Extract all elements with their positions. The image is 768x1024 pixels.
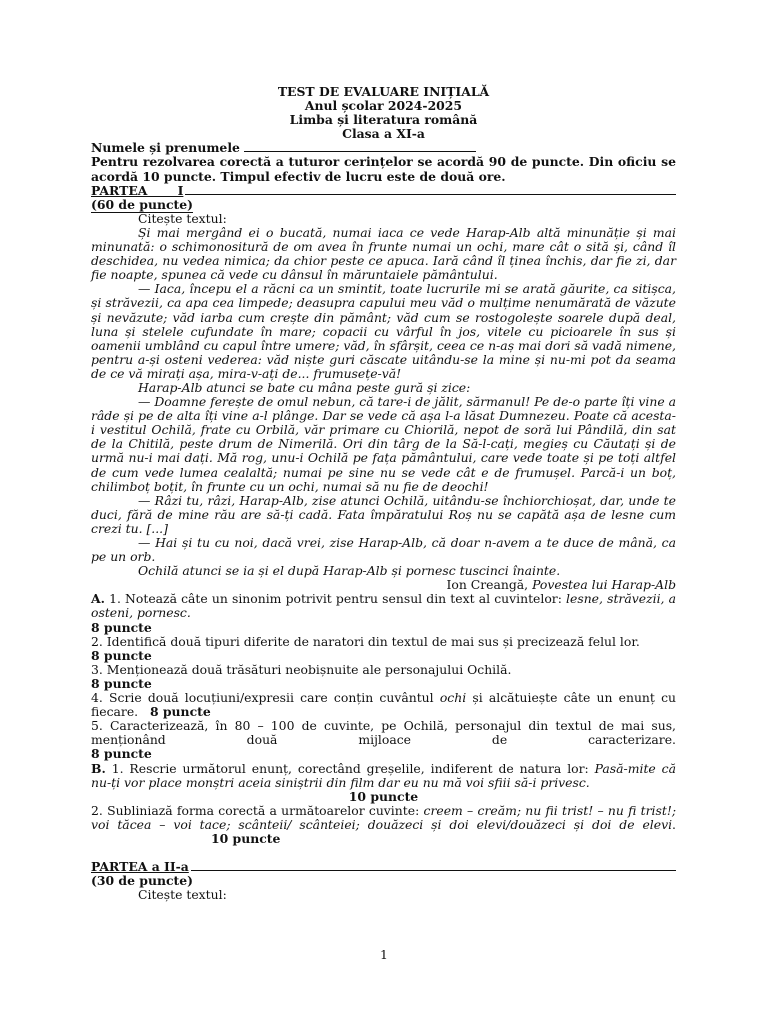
part1-title-row bbox=[91, 184, 676, 198]
a-q5-points: 8 puncte bbox=[91, 746, 152, 762]
class-level: Clasa a XI-a bbox=[342, 126, 425, 142]
part2-points: (30 de puncte) bbox=[91, 873, 193, 889]
name-label: Numele și prenumele bbox=[91, 140, 240, 156]
section-b-letter: B. bbox=[91, 760, 106, 776]
part1-read-label: Citește textul: bbox=[138, 210, 227, 226]
part2-title: PARTEA a II-a bbox=[91, 859, 189, 875]
a-q2: 2. Identifică două tipuri diferite de naratori din textul de mai sus și precizează felul lor. bbox=[91, 633, 640, 649]
a-q5-line2: menționând două mijloace de caracterizare. bbox=[91, 732, 676, 748]
name-row bbox=[91, 141, 676, 155]
a-q3-points: 8 puncte bbox=[91, 675, 152, 691]
b-q1: B. 1. Rescrie următorul enunț, corectând greșelile, indiferent de natura lor: Pasă-mite că nu-ți vor place monștri aceia siniștrii din film dar eu nu mă voi sfiii să-i privesc. bbox=[91, 760, 676, 790]
b-q2-points: 10 puncte bbox=[211, 830, 281, 846]
text-paragraph: — Iaca, începu el a răcni ca un smintit, toate lucrurile mi se arată găurite, ca sitișca, și străvezii, ca apa cea limpede; deasupra capului meu văd o mulțime nenumărată de văzute și nevăzute; văd iarba cum crește din pământ; văd cum se rostogolește soarele după deal, luna și stelele cufundate în mare; copacii cu vârful în jos, vitele cu picioarele în sus și oamenii umblând cu capul între umere; văd, în sfârșit, ceea ce n-aș mai dori să vadă nimene, pentru a-și osteni vederea: văd niște guri căscate uitându-se la mine și nu-mi pot da seama de ce vă mirați așa, mira-v-ați de... frumusețe-vă! bbox=[91, 281, 676, 381]
b-q1-points: 10 puncte bbox=[348, 788, 419, 804]
text-source bbox=[91, 578, 676, 592]
text-paragraph: Harap-Alb atunci se bate cu mâna peste gură și zice: bbox=[138, 379, 471, 395]
part2-rule bbox=[191, 860, 676, 871]
header bbox=[91, 85, 676, 141]
instructions: Pentru rezolvarea corectă a tuturor cerințelor se acordă 90 de puncte. Din oficiu se acordă 10 puncte. Timpul efectiv de lucru este de două ore. bbox=[91, 154, 676, 184]
source-author: Ion Creangă, bbox=[446, 577, 533, 593]
b-q2: 2. Subliniază forma corectă a următoarelor cuvinte: creem – creăm; nu fii trist! – nu fi trist!; voi tăcea – voi tace; scânteii/ scânteiei; douăzeci și doi elevi/douăzeci și doi de elevi.10 puncte bbox=[91, 802, 677, 846]
a-q1-points: 8 puncte bbox=[91, 619, 152, 635]
a-q5-line1: 5. Caracterizează, în 80 – 100 de cuvinte, pe Ochilă, personajul din textul de mai sus, bbox=[91, 718, 676, 734]
a-q4-points: 8 puncte bbox=[149, 704, 211, 720]
page-number: 1 bbox=[380, 947, 388, 962]
a-q2-points: 8 puncte bbox=[91, 647, 152, 663]
a-q3: 3. Menționează două trăsături neobișnuite ale personajului Ochilă. bbox=[91, 661, 512, 677]
document-page bbox=[91, 85, 676, 902]
text-paragraph: — Doamne ferește de omul nebun, că tare-i de jălit, sărmanul! Pe de-o parte îți vine a râde și pe de alta îți vine a-l plânge. Dar se vede că așa l-a lăsat Dumnezeu. Poate că acesta-i vestitul Ochilă, frate cu Orbilă, văr primare cu Chiorilă, nepot de soră lui Pândilă, din sat de la Chitilă, peste drum de Nimerilă. Ori din târg de la Să-l-cați, megieș cu Căutați și de urmă nu-i mai dați. Mă rog, unu-i Ochilă pe fața pământului, care vede toate și pe toți altfel de cum vede lumea cealaltă; numai pe sine nu se vede cât e de frumușel. Parcă-i un boț, chilimboț boțit, în frunte cu un ochi, numai să nu fie de deochi! bbox=[91, 394, 676, 494]
school-year: Anul școlar 2024-2025 bbox=[304, 98, 463, 114]
part1-rule bbox=[185, 184, 676, 195]
test-title: TEST DE EVALUARE INIȚIALĂ bbox=[277, 84, 490, 99]
source-title: Povestea lui Harap-Alb bbox=[532, 577, 676, 593]
part2-title-row bbox=[91, 860, 676, 874]
text-paragraph: — Hai și tu cu noi, dacă vrei, zise Harap-Alb, că doar n-avem a te duce de mână, ca pe un orb. bbox=[91, 535, 676, 565]
name-blank-line[interactable] bbox=[244, 151, 476, 152]
part2-read-label: Citește textul: bbox=[138, 887, 227, 903]
literary-text bbox=[91, 226, 676, 578]
part1-title: PARTEA I bbox=[91, 182, 184, 198]
text-paragraph: Ochilă atunci se ia și el după Harap-Alb și pornesc tuscinci înainte. bbox=[138, 563, 561, 579]
part1-points: (60 de puncte) bbox=[91, 196, 193, 212]
a-q1: A. 1. Notează câte un sinonim potrivit pentru sensul din text al cuvintelor: lesne, străvezii, a osteni, pornesc. bbox=[91, 591, 676, 621]
text-paragraph: Și mai mergând ei o bucată, numai iaca ce vede Harap-Alb altă minunăție și mai minunată: o schimonositură de om avea în frunte numai un ochi, mare cât o sită și, când îl deschidea, nu vedea nimica; da chior peste ce apuca. Iară când îl ținea închis, dar fie zi, dar fie noapte, spunea că vede cu dânsul în măruntaiele pământului. bbox=[91, 224, 676, 283]
section-a-letter: A. bbox=[91, 591, 105, 607]
text-paragraph: — Râzi tu, râzi, Harap-Alb, zise atunci Ochilă, uitându-se închiorchioșat, dar, unde te duci, fără de mine rău are să-ți cadă. Fata împăratului Roș nu se capătă așa de lesne cum crezi tu. [...] bbox=[91, 492, 676, 536]
a-q4: 4. Scrie două locuțiuni/expresii care conțin cuvântul ochi și alcătuiește câte un enunț cu fiecare. 8 puncte bbox=[91, 690, 676, 720]
subject: Limba și literatura română bbox=[289, 112, 478, 128]
